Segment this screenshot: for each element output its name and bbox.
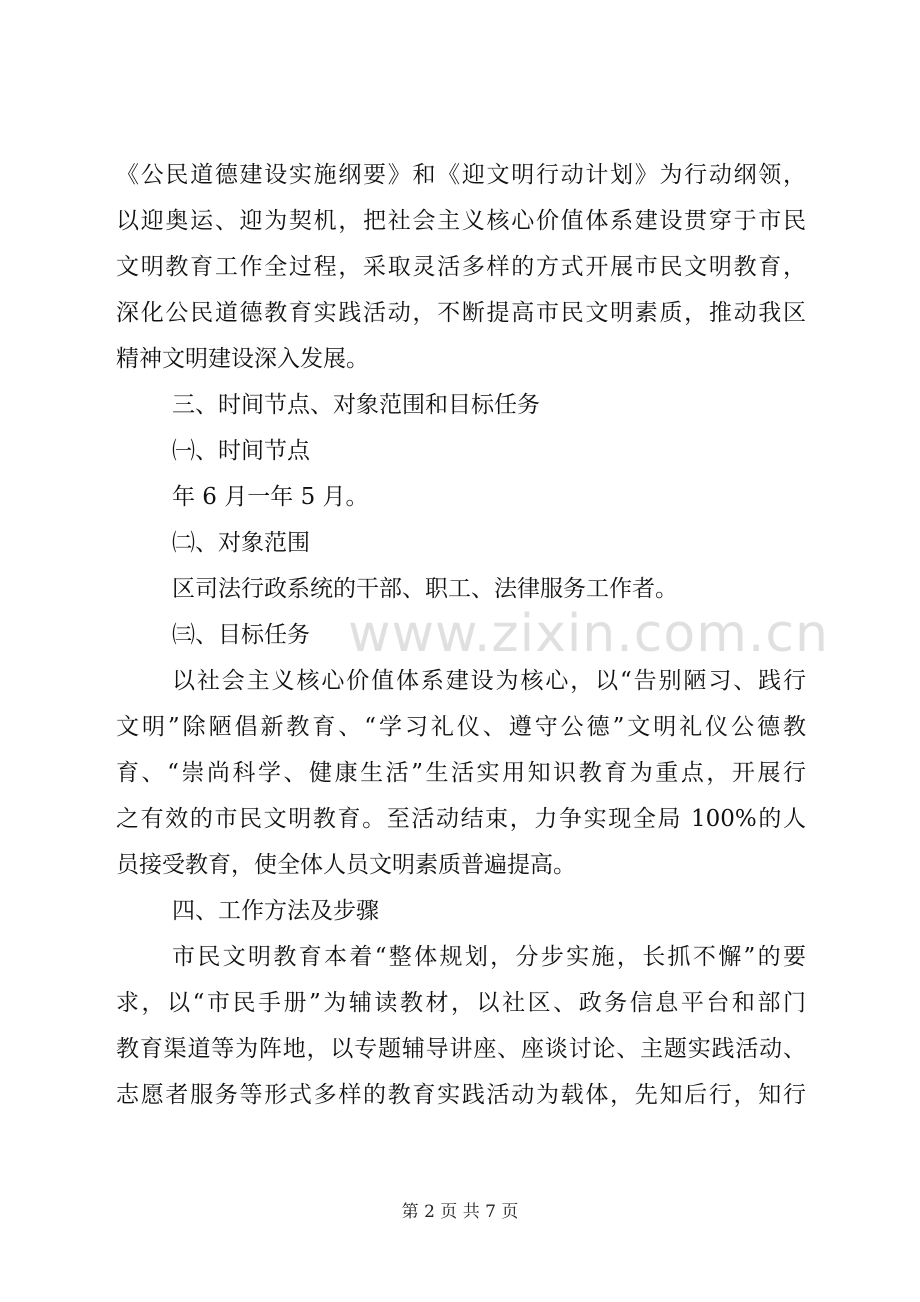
watermark: www.zixin.com.cn bbox=[348, 604, 829, 664]
text-line: 市民文明教育本着“整体规划，分步实施，长抓不懈”的要 bbox=[172, 944, 806, 970]
subsection-heading: ㈠、时间节点 bbox=[172, 438, 310, 464]
section-heading: 四、工作方法及步骤 bbox=[172, 898, 379, 924]
text-line: 区司法行政系统的干部、职工、法律服务工作者。 bbox=[172, 576, 678, 602]
text-line: 以迎奥运、迎为契机，把社会主义核心价值体系建设贯穿于市民 bbox=[116, 208, 806, 234]
text-line: 年 6 月一年 5 月。 bbox=[172, 484, 369, 510]
text-line: 员接受教育，使全体人员文明素质普遍提高。 bbox=[116, 852, 576, 878]
text-line: 文明”除陋倡新教育、“学习礼仪、遵守公德”文明礼仪公德教 bbox=[116, 714, 806, 740]
text-line: 志愿者服务等形式多样的教育实践活动为载体，先知后行，知行 bbox=[116, 1082, 806, 1108]
text-line: 文明教育工作全过程，采取灵活多样的方式开展市民文明教育， bbox=[116, 254, 806, 280]
section-heading: 三、时间节点、对象范围和目标任务 bbox=[172, 392, 540, 418]
text-line: 以社会主义核心价值体系建设为核心，以“告别陋习、践行 bbox=[172, 668, 806, 694]
text-line: 育、“崇尚科学、健康生活”生活实用知识教育为重点，开展行 bbox=[116, 760, 806, 786]
text-line: 求，以“市民手册”为辅读教材，以社区、政务信息平台和部门 bbox=[116, 990, 806, 1016]
text-line: 深化公民道德教育实践活动，不断提高市民文明素质，推动我区 bbox=[116, 300, 806, 326]
text-line: 之有效的市民文明教育。至活动结束，力争实现全局 100%的人 bbox=[116, 806, 806, 832]
text-line: 精神文明建设深入发展。 bbox=[116, 346, 369, 372]
text-line: 教育渠道等为阵地，以专题辅导讲座、座谈讨论、主题实践活动、 bbox=[116, 1036, 806, 1062]
subsection-heading: ㈢、目标任务 bbox=[172, 622, 310, 648]
page-footer: 第 2 页 共 7 页 bbox=[401, 1202, 519, 1222]
text-line: 《公民道德建设实施纲要》和《迎文明行动计划》为行动纲领， bbox=[116, 162, 806, 188]
subsection-heading: ㈡、对象范围 bbox=[172, 530, 310, 556]
